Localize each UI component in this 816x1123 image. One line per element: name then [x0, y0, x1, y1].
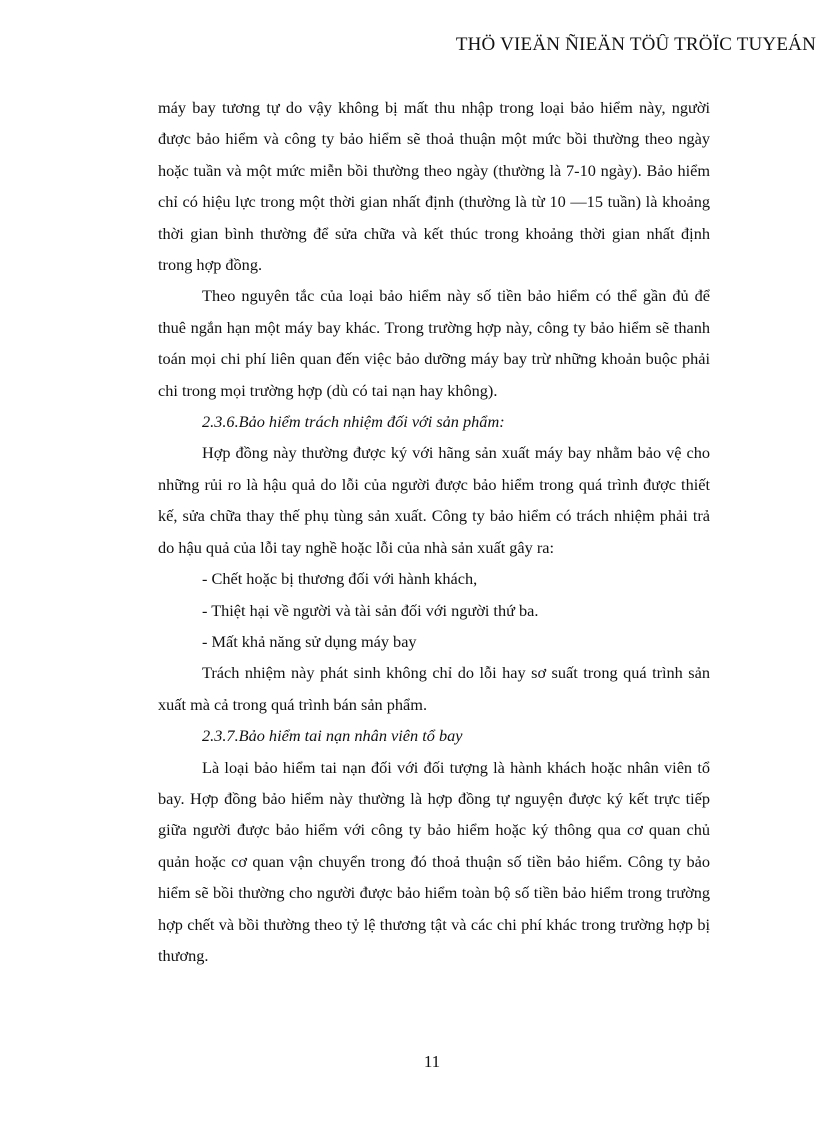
section-heading-2-3-7: 2.3.7.Bảo hiểm tai nạn nhân viên tổ bay: [202, 726, 463, 746]
paragraph-product-liability: Hợp đồng này thường được ký với hãng sản xuất máy bay nhằm bảo vệ cho những rủi ro là hậu quả do lỗi của người được bảo hiểm trong quá trình được thiết kế, sửa chữa thay thế phụ tùng sản xuất. Công ty bảo hiểm có trách nhiệm phải trả do hậu quả của lỗi tay nghề hoặc lỗi của nhà sản xuất gây ra:: [158, 443, 710, 557]
page-number: 11: [423, 1052, 441, 1071]
section-heading-2-3-6: 2.3.6.Bảo hiểm trách nhiệm đối với sản phẩm:: [202, 412, 505, 432]
list-item: - Mất khả năng sử dụng máy bay: [202, 631, 417, 651]
paragraph-crew-accident: Là loại bảo hiểm tai nạn đối với đối tượng là hành khách hoặc nhân viên tổ bay. Hợp đồng bảo hiểm này thường là hợp đồng tự nguyện được ký kết trực tiếp giữa người được bảo hiểm với công ty bảo hiểm hoặc ký thông qua cơ quan chủ quản hoặc cơ quan vận chuyển trong đó thoả thuận số tiền bảo hiểm. Công ty bảo hiểm sẽ bồi thường cho người được bảo hiểm toàn bộ số tiền bảo hiểm trong trường hợp chết và bồi thường theo tỷ lệ thương tật và các chi phí khác trong trường hợp bị thương.: [158, 757, 710, 965]
paragraph-continuation: máy bay tương tự do vậy không bị mất thu nhập trong loại bảo hiểm này, người được bảo hiểm và công ty bảo hiểm sẽ thoả thuận một mức bồi thường theo ngày hoặc tuần và một mức miễn bồi thường theo ngày (thường là 7-10 ngày). Bảo hiểm chỉ có hiệu lực trong một thời gian nhất định (thường là từ 10 —15 tuần) là khoảng thời gian bình thường để sửa chữa và kết thúc trong khoảng thời gian nhất định trong hợp đồng.: [158, 98, 710, 275]
paragraph-liability-origin: Trách nhiệm này phát sinh không chỉ do lỗi hay sơ suất trong quá trình sản xuất mà cả trong quá trình bán sản phẩm.: [158, 663, 710, 714]
page-header: THÖ VIEÄN ÑIEÄN TÖÛ TRÖÏC TUYEÁN: [455, 34, 816, 55]
list-item: - Chết hoặc bị thương đối với hành khách,: [202, 569, 478, 589]
document-body: [158, 92, 710, 971]
list-item: - Thiệt hại về người và tài sản đối với người thứ ba.: [202, 600, 539, 620]
paragraph-principle: Theo nguyên tắc của loại bảo hiểm này số tiền bảo hiểm có thể gần đủ để thuê ngắn hạn một máy bay khác. Trong trường hợp này, công ty bảo hiểm sẽ thanh toán mọi chi phí liên quan đến việc bảo dưỡng máy bay trừ những khoản buộc phải chi trong mọi trường hợp (dù có tai nạn hay không).: [158, 286, 710, 400]
